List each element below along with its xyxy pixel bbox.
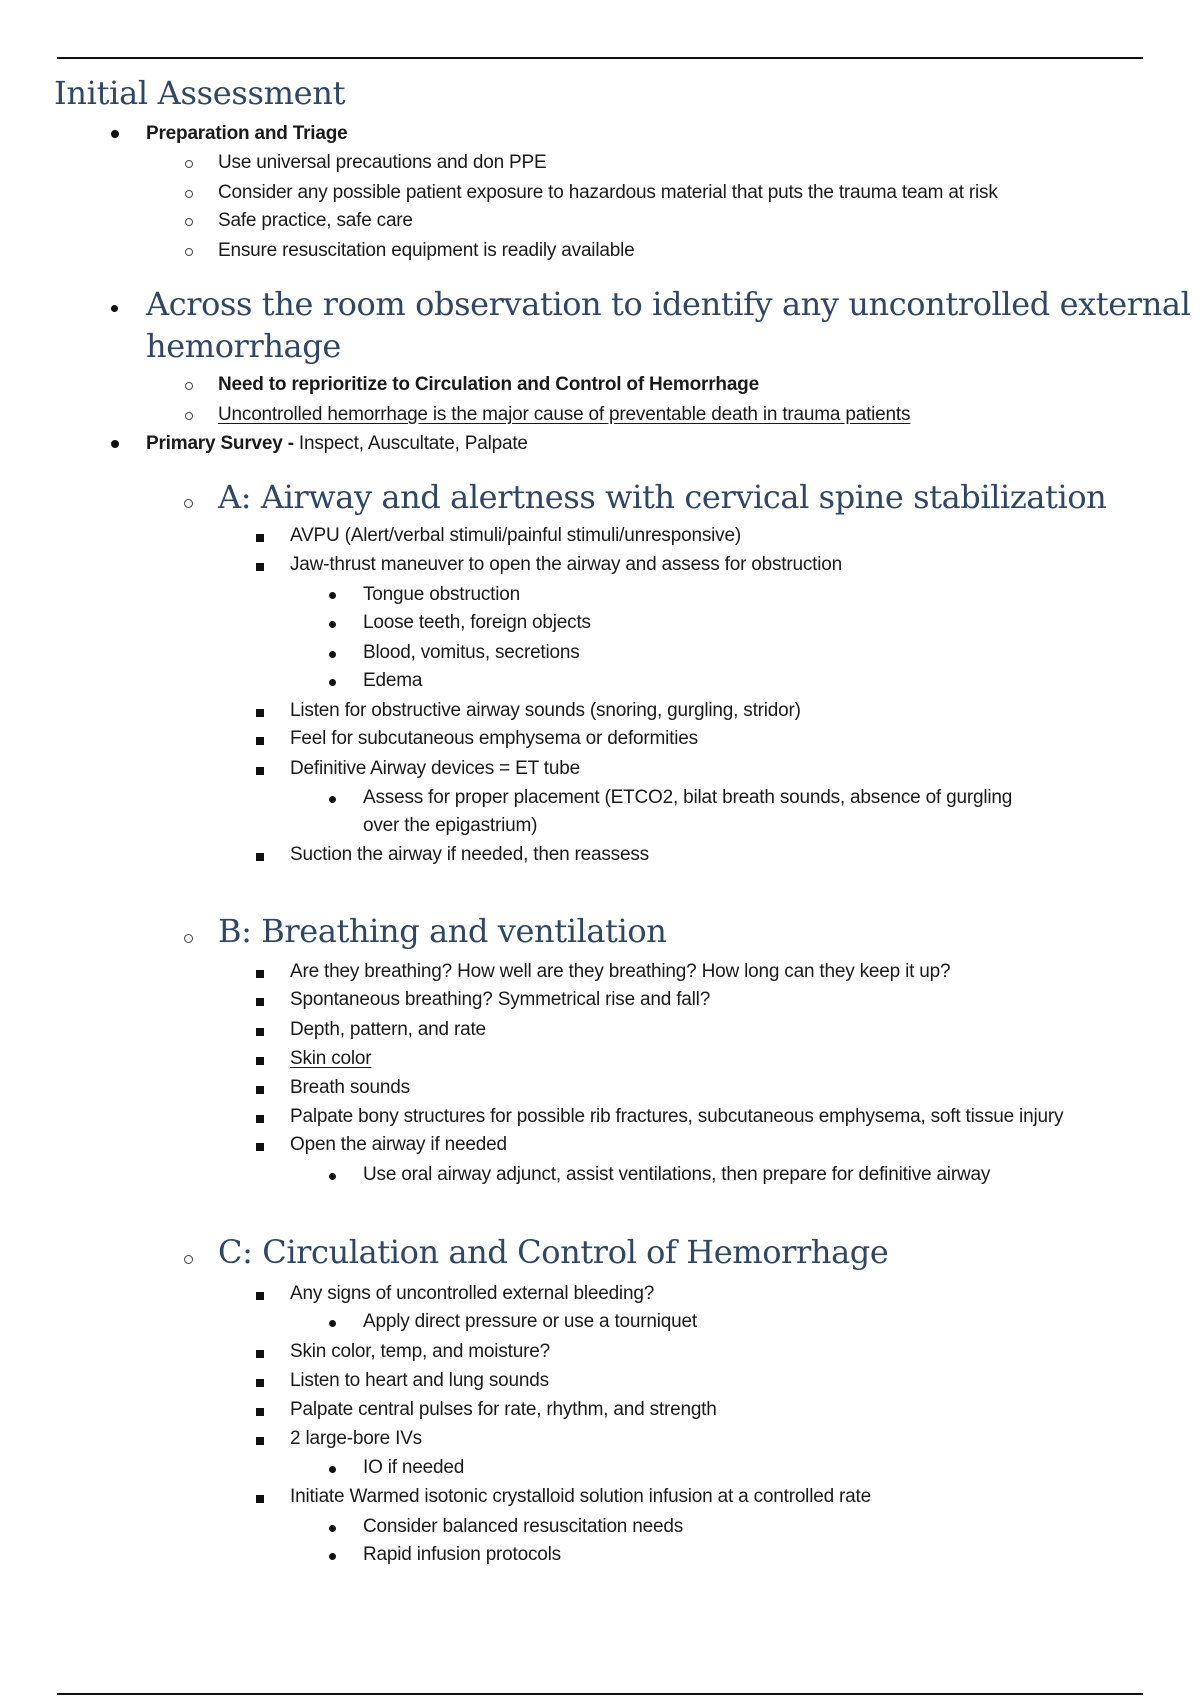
list-item: Consider any possible patient exposure to hazardous material that puts the trauma team at risk	[218, 182, 998, 203]
bullet	[185, 382, 193, 390]
breathing-heading: B: Breathing and ventilation	[218, 912, 667, 950]
list-item: Any signs of uncontrolled external bleeding?	[290, 1283, 655, 1304]
list-item-continued: over the epigastrium)	[363, 815, 538, 836]
bullet	[256, 1028, 264, 1036]
list-item: Need to reprioritize to Circulation and Control of Hemorrhage	[218, 374, 759, 395]
bullet	[329, 651, 336, 658]
bullet	[256, 563, 264, 571]
prep-heading: Preparation and Triage	[146, 123, 348, 144]
bullet	[329, 1525, 336, 1532]
list-item: Open the airway if needed	[290, 1134, 507, 1155]
bullet	[111, 440, 119, 448]
primary-survey-label: Primary Survey -	[146, 433, 294, 454]
list-item: Rapid infusion protocols	[363, 1544, 561, 1565]
list-item: Breath sounds	[290, 1077, 410, 1098]
list-item: Ensure resuscitation equipment is readily available	[218, 240, 635, 261]
list-item: Use universal precautions and don PPE	[218, 152, 547, 173]
bullet	[185, 218, 193, 226]
list-item: 2 large-bore IVs	[290, 1428, 422, 1449]
bullet	[329, 796, 336, 803]
list-item: Edema	[363, 670, 423, 691]
list-item: Spontaneous breathing? Symmetrical rise and fall?	[290, 989, 711, 1010]
bullet	[256, 1437, 264, 1445]
list-item: IO if needed	[363, 1457, 465, 1478]
list-item: Initiate Warmed isotonic crystalloid solution infusion at a controlled rate	[290, 1486, 871, 1507]
airway-heading: A: Airway and alertness with cervical spine stabilization	[218, 478, 1107, 516]
bullet	[184, 499, 193, 508]
bullet	[256, 998, 264, 1006]
bullet	[184, 934, 193, 943]
bullet	[184, 1255, 193, 1264]
list-item: Definitive Airway devices = ET tube	[290, 758, 580, 779]
list-item: Listen to heart and lung sounds	[290, 1370, 549, 1391]
list-item: Depth, pattern, and rate	[290, 1019, 486, 1040]
list-item: Suction the airway if needed, then reassess	[290, 844, 649, 865]
bullet	[256, 709, 264, 717]
list-item: Loose teeth, foreign objects	[363, 612, 591, 633]
bullet	[329, 1173, 336, 1180]
bullet	[256, 1495, 264, 1503]
bullet	[111, 305, 118, 312]
list-item: Palpate central pulses for rate, rhythm, and strength	[290, 1399, 717, 1420]
primary-survey-rest: Inspect, Auscultate, Palpate	[293, 433, 528, 454]
bullet	[329, 1320, 336, 1327]
list-item: Assess for proper placement (ETCO2, bilat breath sounds, absence of gurgling	[363, 787, 1013, 808]
list-item: Skin color	[290, 1048, 372, 1069]
page-title: Initial Assessment	[54, 74, 346, 112]
bullet	[256, 853, 264, 861]
bullet	[256, 1086, 264, 1094]
bullet	[256, 1057, 264, 1065]
list-item: Consider balanced resuscitation needs	[363, 1516, 684, 1537]
bullet	[256, 1143, 264, 1151]
list-item: AVPU (Alert/verbal stimuli/painful stimuli/unresponsive)	[290, 525, 741, 546]
bullet	[256, 970, 264, 978]
bullet	[256, 767, 264, 775]
list-item: Safe practice, safe care	[218, 210, 413, 231]
bullet	[329, 1466, 336, 1473]
bottom-rule	[57, 1693, 1143, 1695]
bullet	[185, 248, 193, 256]
list-item: Palpate bony structures for possible rib fractures, subcutaneous emphysema, soft tissue injury	[290, 1106, 1064, 1127]
list-item: Jaw-thrust maneuver to open the airway and assess for obstruction	[290, 554, 843, 575]
bullet	[256, 1379, 264, 1387]
bullet	[256, 1408, 264, 1416]
bullet	[329, 592, 336, 599]
list-item: Blood, vomitus, secretions	[363, 642, 580, 663]
bullet	[256, 737, 264, 745]
list-item: Skin color, temp, and moisture?	[290, 1341, 550, 1362]
bullet	[256, 1292, 264, 1300]
list-item: Use oral airway adjunct, assist ventilations, then prepare for definitive airway	[363, 1164, 991, 1185]
list-item: Listen for obstructive airway sounds (snoring, gurgling, stridor)	[290, 700, 801, 721]
bullet	[185, 190, 193, 198]
bullet	[329, 621, 336, 628]
bullet	[185, 160, 193, 168]
list-item: Feel for subcutaneous emphysema or deformities	[290, 728, 698, 749]
top-rule	[57, 57, 1143, 59]
bullet	[256, 1350, 264, 1358]
bullet	[329, 1553, 336, 1560]
bullet	[256, 534, 264, 542]
circulation-heading: C: Circulation and Control of Hemorrhage	[218, 1233, 889, 1271]
list-item: Uncontrolled hemorrhage is the major cause of preventable death in trauma patients	[218, 404, 911, 425]
primary-survey	[146, 433, 528, 455]
bullet	[329, 679, 336, 686]
observation-heading-line2: hemorrhage	[146, 327, 341, 365]
observation-heading-line1: Across the room observation to identify any uncontrolled external	[146, 285, 1191, 323]
bullet	[256, 1115, 264, 1123]
list-item: Are they breathing? How well are they breathing? How long can they keep it up?	[290, 961, 951, 982]
bullet	[185, 412, 193, 420]
list-item: Tongue obstruction	[363, 584, 520, 605]
bullet	[111, 130, 119, 138]
list-item: Apply direct pressure or use a tourniquet	[363, 1311, 697, 1332]
